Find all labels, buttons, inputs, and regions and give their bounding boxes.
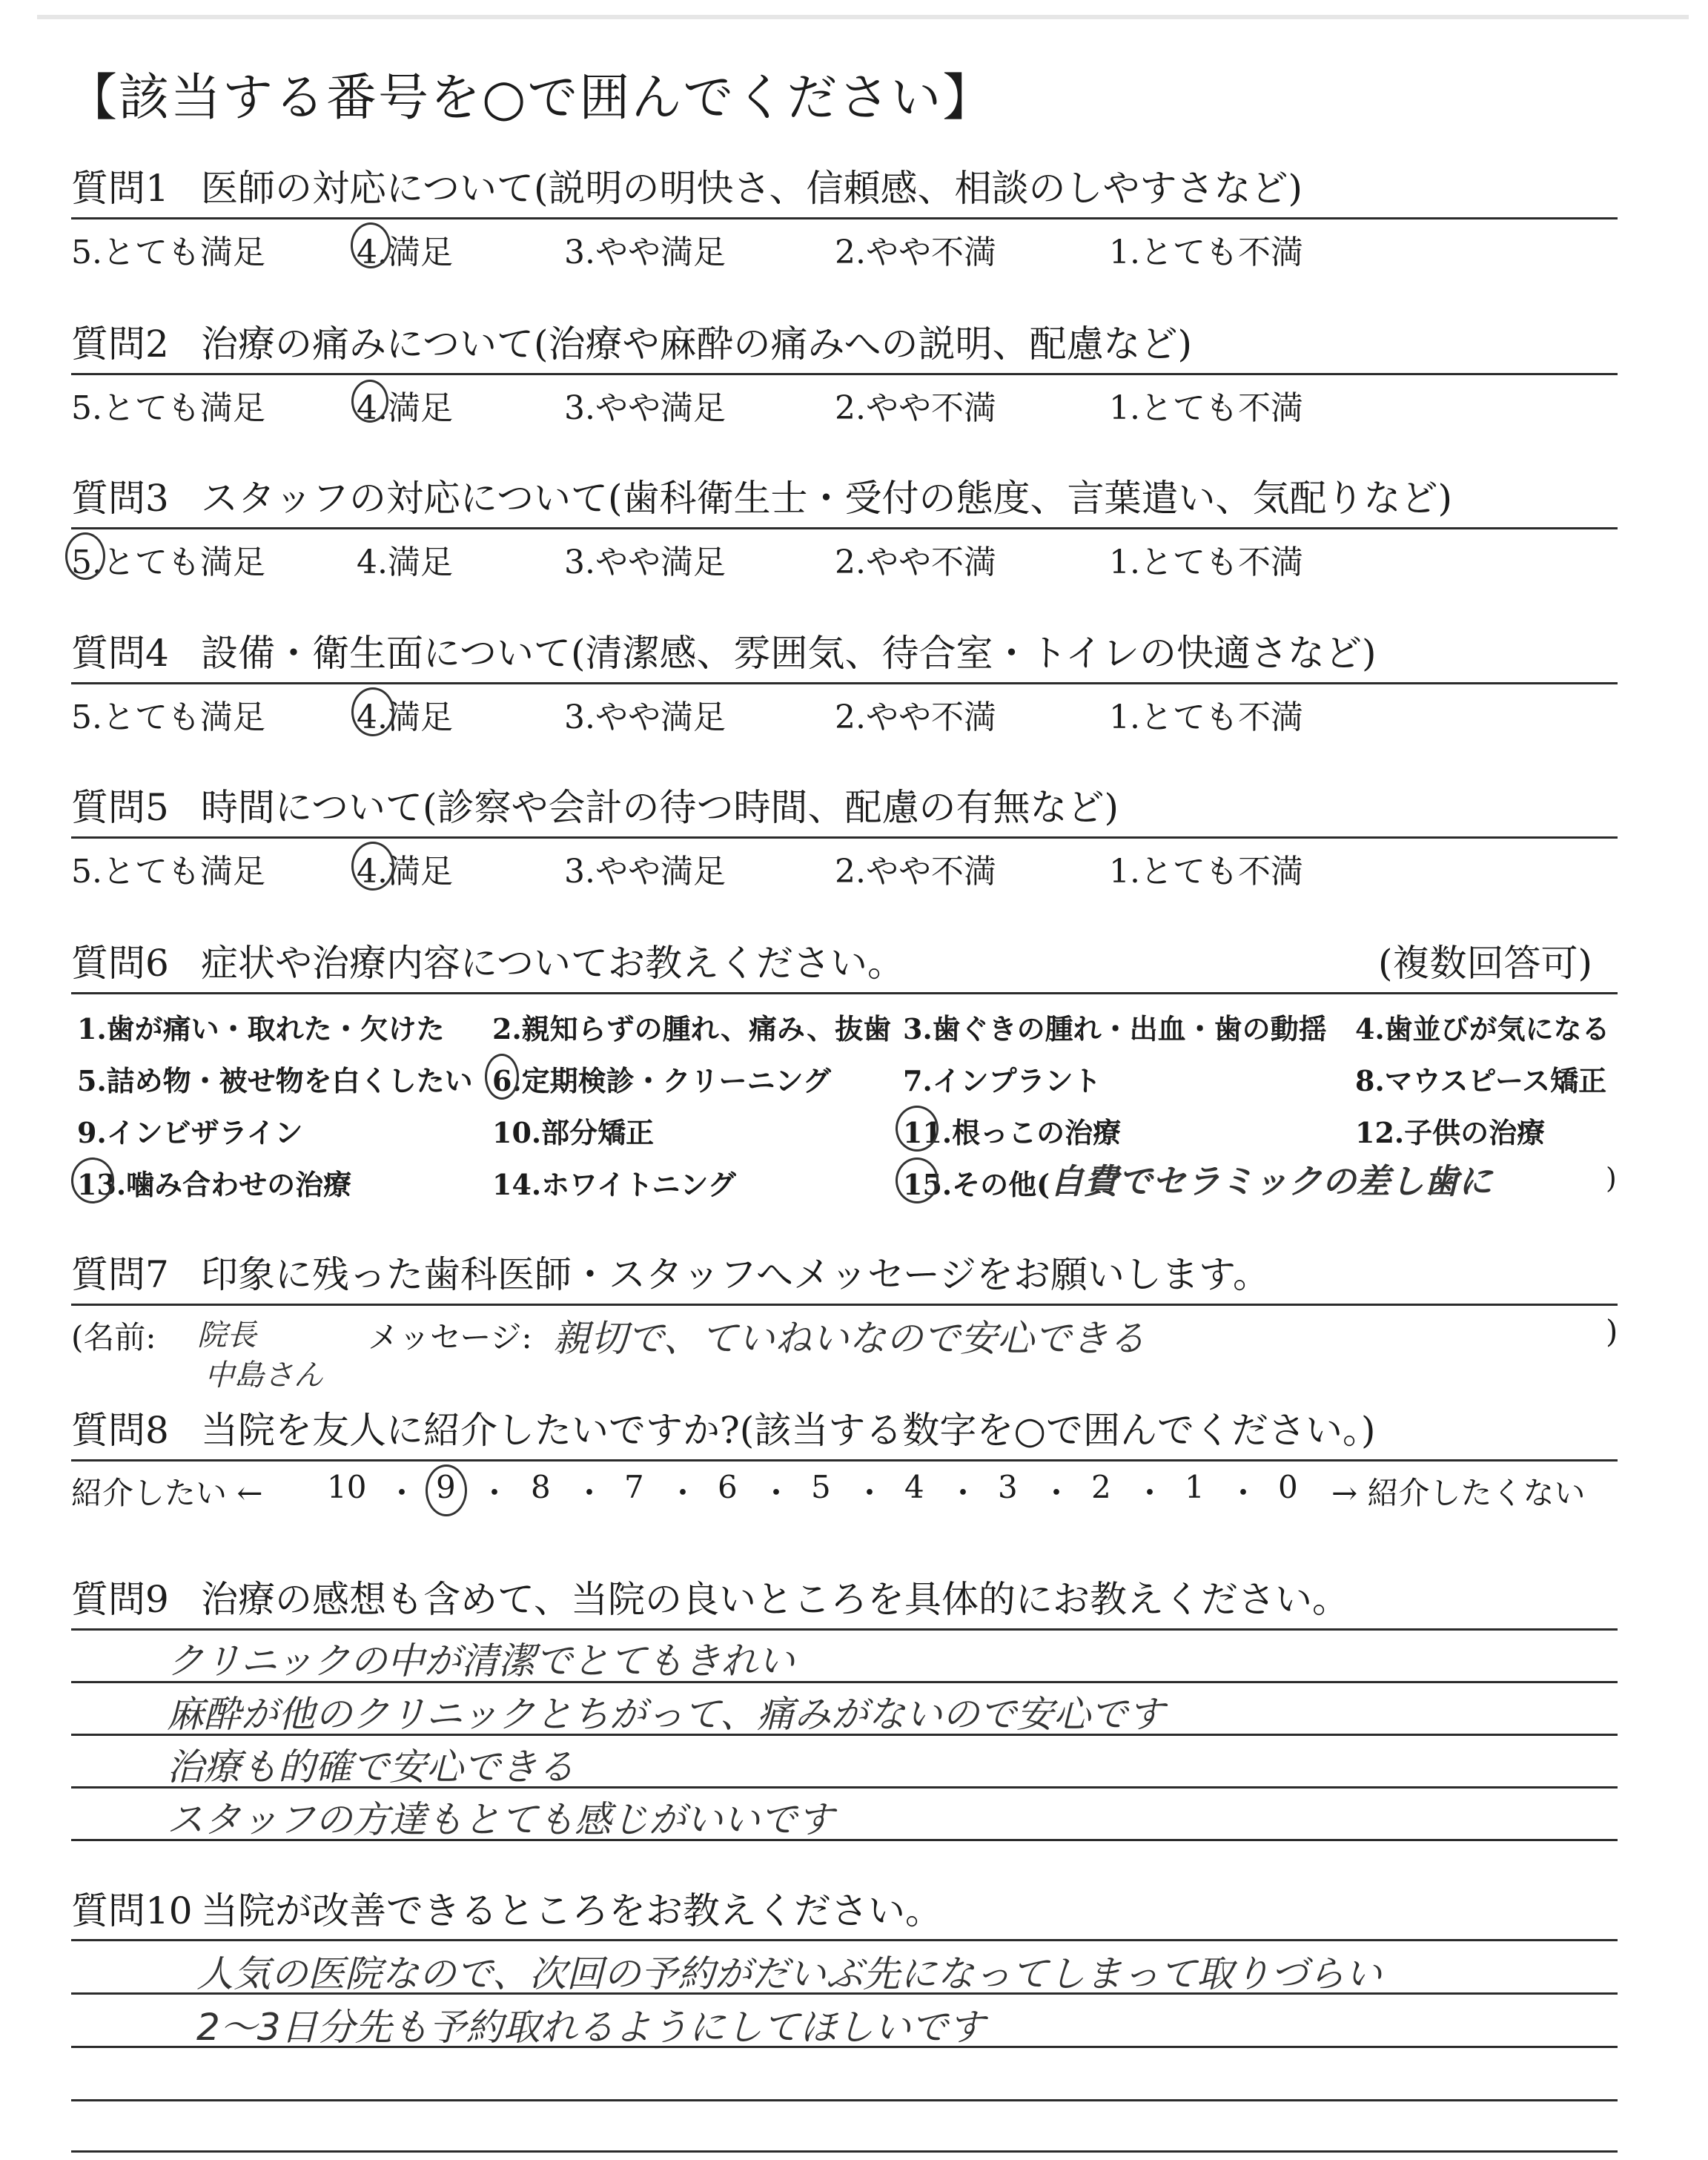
scale-value[interactable]: 1 — [1185, 1469, 1205, 1505]
message-label: メッセージ: — [368, 1319, 532, 1355]
other-close-paren: ) — [1606, 1162, 1617, 1195]
option-4[interactable]: 4.満足 — [357, 544, 453, 581]
name-label: (名前: — [71, 1319, 156, 1355]
message-area — [71, 1306, 1618, 1395]
scale-dot: ・ — [479, 1475, 511, 1511]
question-text: 設備・衛生面について(清潔感、雰囲気、待合室・トイレの快適さなど) — [201, 632, 1377, 675]
symptom-option[interactable]: 1.歯が痛い・取れた・欠けた — [77, 1012, 445, 1046]
option-5[interactable]: 5.とても満足 — [71, 389, 265, 427]
question-text: スタッフの対応について(歯科衛生士・受付の態度、言葉遣い、気配りなど) — [201, 477, 1453, 520]
rating-options — [71, 375, 1618, 435]
handwritten-answer: クリニックの中が清潔でとてもきれい — [167, 1639, 795, 1682]
selection-circle — [351, 687, 394, 736]
question-text: 当院を友人に紹介したいですか?(該当する数字を○で囲んでください。) — [201, 1409, 1376, 1452]
scale-dot: ・ — [1228, 1475, 1260, 1511]
option-4[interactable]: 4.満足 — [357, 389, 453, 427]
rating-options — [71, 684, 1618, 744]
question-2 — [71, 315, 1618, 435]
question-number: 質問9 — [71, 1578, 169, 1621]
option-4[interactable]: 4.満足 — [357, 853, 453, 891]
answer-line — [71, 1628, 1618, 1631]
selection-circle — [351, 380, 388, 423]
question-text: 治療の感想も含めて、当院の良いところを具体的にお教えください。 — [201, 1578, 1349, 1621]
option-2[interactable]: 2.やや不満 — [835, 853, 996, 891]
question-text: 医師の対応について(説明の明快さ、信頼感、相談のしやすさなど) — [201, 167, 1303, 210]
question-text: 症状や治療内容についてお教えください。 — [201, 942, 904, 985]
symptom-option[interactable]: 12.子供の治療 — [1355, 1116, 1546, 1149]
question-number: 質問5 — [71, 786, 169, 829]
question-9 — [71, 1571, 1618, 1628]
option-2[interactable]: 2.やや不満 — [835, 389, 996, 427]
scale-value[interactable]: 5 — [811, 1469, 831, 1505]
option-1[interactable]: 1.とても不満 — [1109, 698, 1303, 736]
option-4[interactable]: 4.満足 — [357, 234, 453, 271]
selection-circle — [351, 222, 391, 268]
option-5[interactable]: 5.とても満足 — [71, 698, 265, 736]
symptom-option[interactable]: 14.ホワイトニング — [492, 1168, 736, 1201]
symptom-options — [71, 994, 1618, 1202]
option-3[interactable]: 3.やや満足 — [564, 544, 726, 581]
symptom-option[interactable]: 5.詰め物・被せ物を白くしたい — [77, 1064, 473, 1097]
option-5[interactable]: 5.とても満足 — [71, 544, 265, 581]
option-1[interactable]: 1.とても不満 — [1109, 234, 1303, 271]
selection-circle — [896, 1106, 939, 1152]
question-number: 質問2 — [71, 323, 169, 366]
scale-value[interactable]: 9 — [436, 1469, 456, 1505]
option-1[interactable]: 1.とても不満 — [1109, 853, 1303, 891]
question-7 — [71, 1246, 1618, 1395]
option-2[interactable]: 2.やや不満 — [835, 544, 996, 581]
scale-value[interactable]: 7 — [624, 1469, 644, 1505]
question-text: 印象に残った歯科医師・スタッフへメッセージをお願いします。 — [201, 1253, 1270, 1296]
selection-circle — [71, 1157, 114, 1203]
rating-options — [71, 529, 1618, 589]
question-number: 質問8 — [71, 1409, 169, 1452]
selection-circle — [426, 1464, 467, 1516]
symptom-option[interactable]: 2.親知らずの腫れ、痛み、抜歯 — [492, 1012, 892, 1046]
handwritten-answer: 人気の医院なので、次回の予約がだいぶ先になってしまって取りづらい — [196, 1952, 1382, 1995]
question-8 — [71, 1401, 1618, 1524]
answer-line — [71, 2099, 1618, 2101]
option-4[interactable]: 4.満足 — [357, 698, 453, 736]
name-handwritten: 院長 — [197, 1318, 256, 1353]
page-title: 【該当する番号を○で囲んでください】 — [67, 69, 995, 128]
option-5[interactable]: 5.とても満足 — [71, 853, 265, 891]
scale-dot: ・ — [1134, 1475, 1166, 1511]
option-3[interactable]: 3.やや満足 — [564, 234, 726, 271]
scale-dot: ・ — [386, 1475, 418, 1511]
handwritten-answer: スタッフの方達もとても感じがいいです — [167, 1798, 834, 1841]
selection-circle — [896, 1157, 939, 1203]
scale-dot: ・ — [854, 1475, 886, 1511]
option-3[interactable]: 3.やや満足 — [564, 698, 726, 736]
question-number: 質問7 — [71, 1253, 169, 1296]
option-3[interactable]: 3.やや満足 — [564, 853, 726, 891]
scale-right-label: → 紹介したくない — [1331, 1475, 1586, 1511]
question-number: 質問3 — [71, 477, 169, 520]
question-6 — [71, 934, 1618, 1202]
rating-options — [71, 839, 1618, 898]
scale-value[interactable]: 8 — [531, 1469, 551, 1505]
scale-value[interactable]: 0 — [1278, 1469, 1298, 1505]
option-3[interactable]: 3.やや満足 — [564, 389, 726, 427]
symptom-option[interactable]: 7.インプラント — [903, 1064, 1102, 1097]
scale-dot: ・ — [761, 1475, 792, 1511]
question-1 — [71, 159, 1618, 279]
scale-value[interactable]: 4 — [904, 1469, 924, 1505]
scale-left-label: 紹介したい ← — [71, 1475, 263, 1511]
scale-value[interactable]: 2 — [1091, 1469, 1111, 1505]
name-handwritten: 中島さん — [205, 1358, 323, 1393]
other-handwritten: 自費でセラミックの差し歯に — [1050, 1161, 1493, 1201]
scale-dot: ・ — [667, 1475, 699, 1511]
question-number: 質問10 — [71, 1889, 193, 1932]
scale-dot: ・ — [947, 1475, 979, 1511]
symptom-option[interactable]: 13.噛み合わせの治療 — [77, 1168, 352, 1201]
option-5[interactable]: 5.とても満足 — [71, 234, 265, 271]
symptom-option[interactable]: 6.定期検診・クリーニング — [492, 1064, 831, 1097]
answer-line — [71, 1939, 1618, 1941]
question-4 — [71, 624, 1618, 744]
question-5 — [71, 779, 1618, 898]
symptom-option[interactable]: 8.マウスピース矯正 — [1355, 1064, 1607, 1097]
rating-options — [71, 219, 1618, 279]
scale-dot: ・ — [574, 1475, 606, 1511]
selection-circle — [65, 532, 105, 580]
multiple-answer-note: (複数回答可) — [1377, 942, 1592, 985]
symptom-option-other[interactable]: 15.その他( — [903, 1168, 1050, 1201]
scale-value[interactable]: 3 — [998, 1469, 1018, 1505]
option-2[interactable]: 2.やや不満 — [835, 698, 996, 736]
scale-value[interactable]: 6 — [718, 1469, 738, 1505]
question-text: 当院が改善できるところをお教えください。 — [201, 1889, 942, 1932]
question-number: 質問1 — [71, 167, 169, 210]
handwritten-answer: 治療も的確で安心できる — [167, 1745, 575, 1789]
symptom-option[interactable]: 4.歯並びが気になる — [1355, 1012, 1610, 1046]
message-handwritten: 親切で、ていねいなので安心できる — [553, 1317, 1145, 1360]
question-number: 質問6 — [71, 942, 169, 985]
option-1[interactable]: 1.とても不満 — [1109, 389, 1303, 427]
handwritten-answer: 2〜3日分先も予約取れるようにしてほしいです — [196, 2006, 985, 2049]
symptom-option[interactable]: 11.根っこの治療 — [903, 1116, 1122, 1149]
question-text: 治療の痛みについて(治療や麻酔の痛みへの説明、配慮など) — [201, 323, 1193, 366]
selection-circle — [485, 1054, 519, 1100]
scale-value[interactable]: 10 — [327, 1469, 367, 1505]
symptom-option[interactable]: 10.部分矯正 — [492, 1116, 655, 1149]
answer-line — [71, 2150, 1618, 2153]
question-number: 質問4 — [71, 632, 169, 675]
option-1[interactable]: 1.とても不満 — [1109, 544, 1303, 581]
message-close-paren: ) — [1606, 1313, 1618, 1350]
question-text: 時間について(診察や会計の待つ時間、配慮の有無など) — [201, 786, 1119, 829]
question-3 — [71, 469, 1618, 589]
symptom-option[interactable]: 9.インビザライン — [77, 1116, 303, 1149]
option-2[interactable]: 2.やや不満 — [835, 234, 996, 271]
handwritten-answer: 麻酔が他のクリニックとちがって、痛みがないので安心です — [167, 1693, 1165, 1736]
symptom-option[interactable]: 3.歯ぐきの腫れ・出血・歯の動揺 — [903, 1012, 1327, 1046]
question-10 — [71, 1882, 1618, 1940]
scale-dot: ・ — [1041, 1475, 1073, 1511]
scan-edge — [37, 15, 1689, 19]
recommend-scale — [71, 1462, 1618, 1524]
selection-circle — [351, 842, 394, 891]
